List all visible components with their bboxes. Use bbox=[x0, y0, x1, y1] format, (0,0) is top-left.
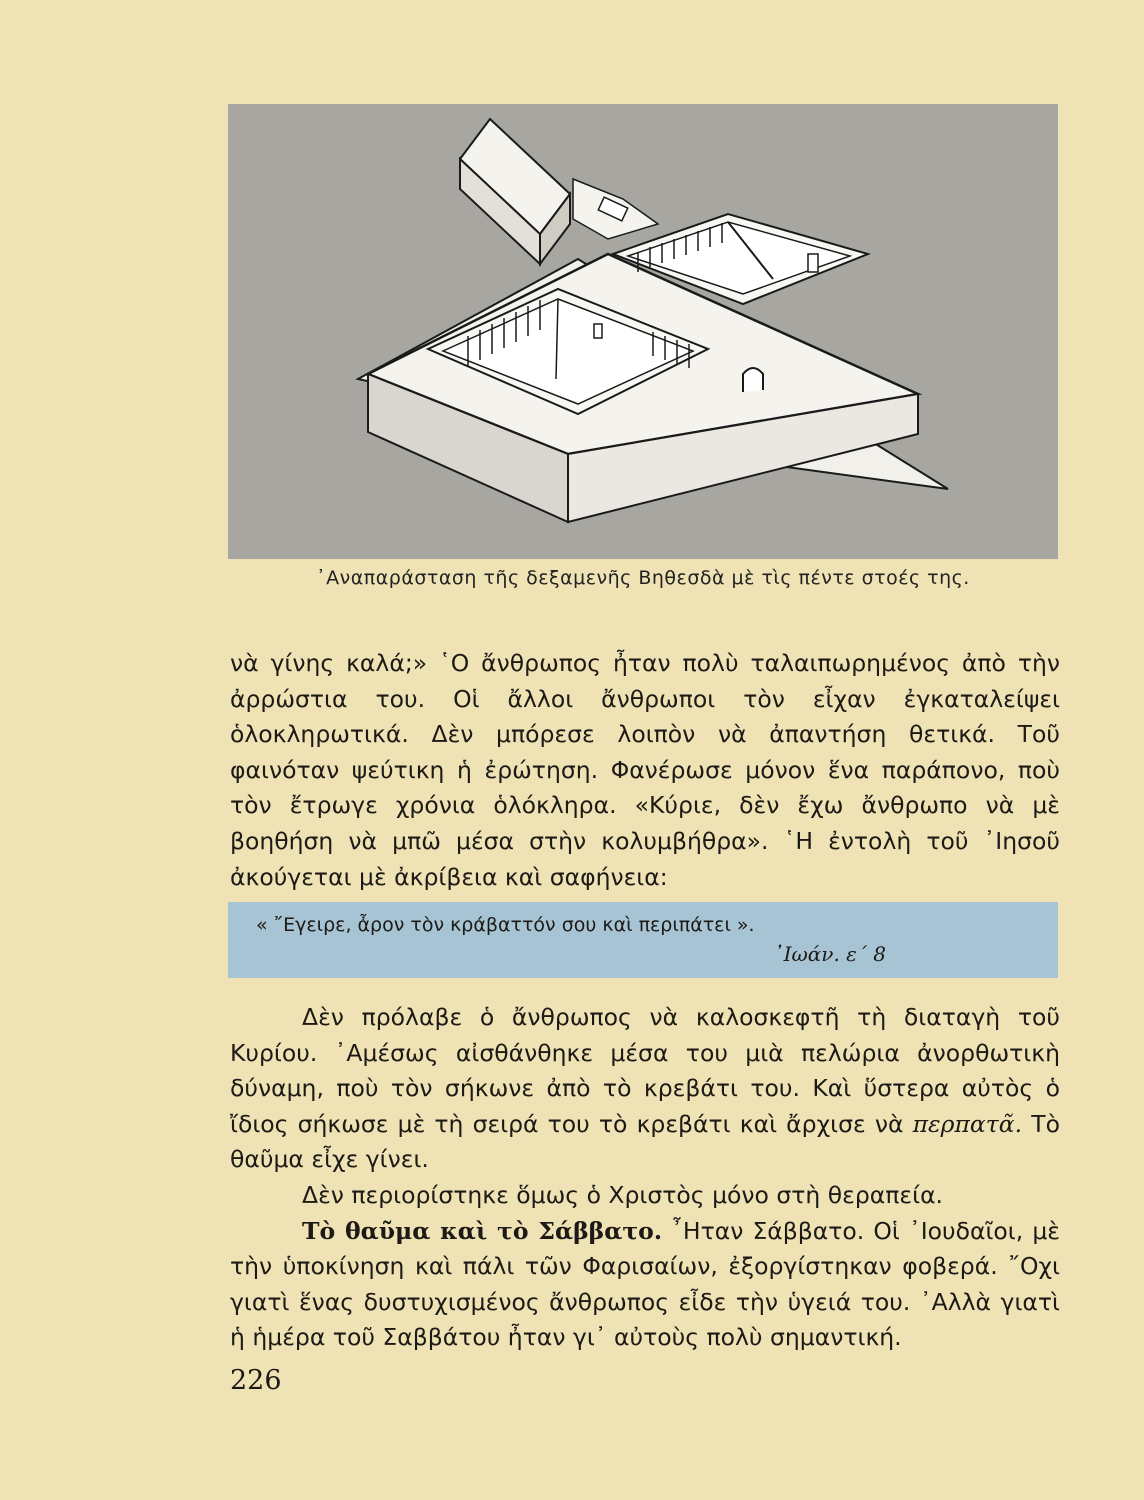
window-2 bbox=[594, 324, 602, 338]
section-heading-miracle-sabbath: Τὸ θαῦμα καὶ τὸ Σάββατο. bbox=[302, 1216, 663, 1245]
paragraph-3: Δὲν περιορίστηκε ὅμως ὁ Χριστὸς μόνο στὴ θεραπεία. bbox=[302, 1180, 944, 1209]
pool-illustration bbox=[228, 104, 1058, 559]
paragraph-2-end: Τὸ θαῦμα εἶχε γίνει. bbox=[230, 1109, 1060, 1174]
text-block-bottom bbox=[230, 1000, 1060, 1356]
figure-caption: ᾿Αναπαράσταση τῆς δεξαμενῆς Βηθεσδὰ μὲ τὶς πέντε στοές της. bbox=[316, 567, 970, 589]
paragraph-2 bbox=[230, 1000, 1060, 1178]
quote-reference: ᾿Ιωάν. ε΄ 8 bbox=[773, 942, 886, 966]
paragraph-2-italic: περπατᾶ. bbox=[912, 1109, 1023, 1138]
page-number: 226 bbox=[230, 1365, 282, 1396]
pool-model-drawing bbox=[228, 104, 1058, 559]
paragraph-4 bbox=[230, 1214, 1060, 1356]
paragraph-4-body: ῏Ηταν Σάββατο. Οἱ ᾿Ιουδαῖοι, μὲ τὴν ὑποκίνηση καὶ πάλι τῶν Φαρισαίων, ἐξοργίστηκαν φοβερά. ῎Οχι γιατὶ ἕνας δυστυχισμένος ἄνθρωπος εἶδε τὴν ὑγειά του. ᾿Αλλὰ γιατὶ ἡ ἡμέρα τοῦ Σαββάτου ἦταν γι᾿ αὐτοὺς πολὺ σημαντική. bbox=[230, 1216, 1060, 1352]
text-block-top bbox=[230, 646, 1060, 895]
window-1 bbox=[808, 254, 818, 272]
scripture-quote-box bbox=[228, 902, 1058, 978]
paragraph-1: νὰ γίνης καλά;» ῾Ο ἄνθρωπος ἦταν πολὺ ταλαιπωρημένος ἀπὸ τὴν ἀρρώστια του. Οἱ ἄλλοι ἄνθρωποι τὸν εἶχαν ἐγκαταλείψει ὁλοκληρωτικά. Δὲν μπόρεσε λοιπὸν νὰ ἀπαντήση θετικά. Τοῦ φαινόταν ψεύτικη ἡ ἐρώτηση. Φανέρωσε μόνον ἕνα παράπονο, ποὺ τὸν ἔτρωγε χρόνια ὁλόκληρα. «Κύριε, δὲν ἔχω ἄνθρωπο νὰ μὲ βοηθήση νὰ μπῶ μέσα στὴν κολυμβήθρα». ῾Η ἐντολὴ τοῦ ᾿Ιησοῦ ἀκούγεται μὲ ἀκρίβεια καὶ σαφήνεια: bbox=[230, 649, 1060, 891]
paragraph-2-start: Δὲν πρόλαβε ὁ ἄνθρωπος νὰ καλοσκεφτῆ τὴ διαταγὴ τοῦ Κυρίου. ᾿Αμέσως αἰσθάνθηκε μέσα του μιὰ πελώρια ἀνορθωτικὴ δύναμη, ποὺ τὸν σήκωνε ἀπὸ τὸ κρεβάτι του. Καὶ ὕστερα αὐτὸς ὁ ἴδιος σήκωσε μὲ τὴ σειρά του τὸ κρεβάτι καὶ ἄρχισε νὰ bbox=[230, 1003, 1060, 1138]
arched-doorway bbox=[743, 368, 763, 392]
quote-text: « ῎Εγειρε, ἆρον τὸν κράβαττόν σου καὶ περιπάτει ». bbox=[256, 914, 755, 936]
